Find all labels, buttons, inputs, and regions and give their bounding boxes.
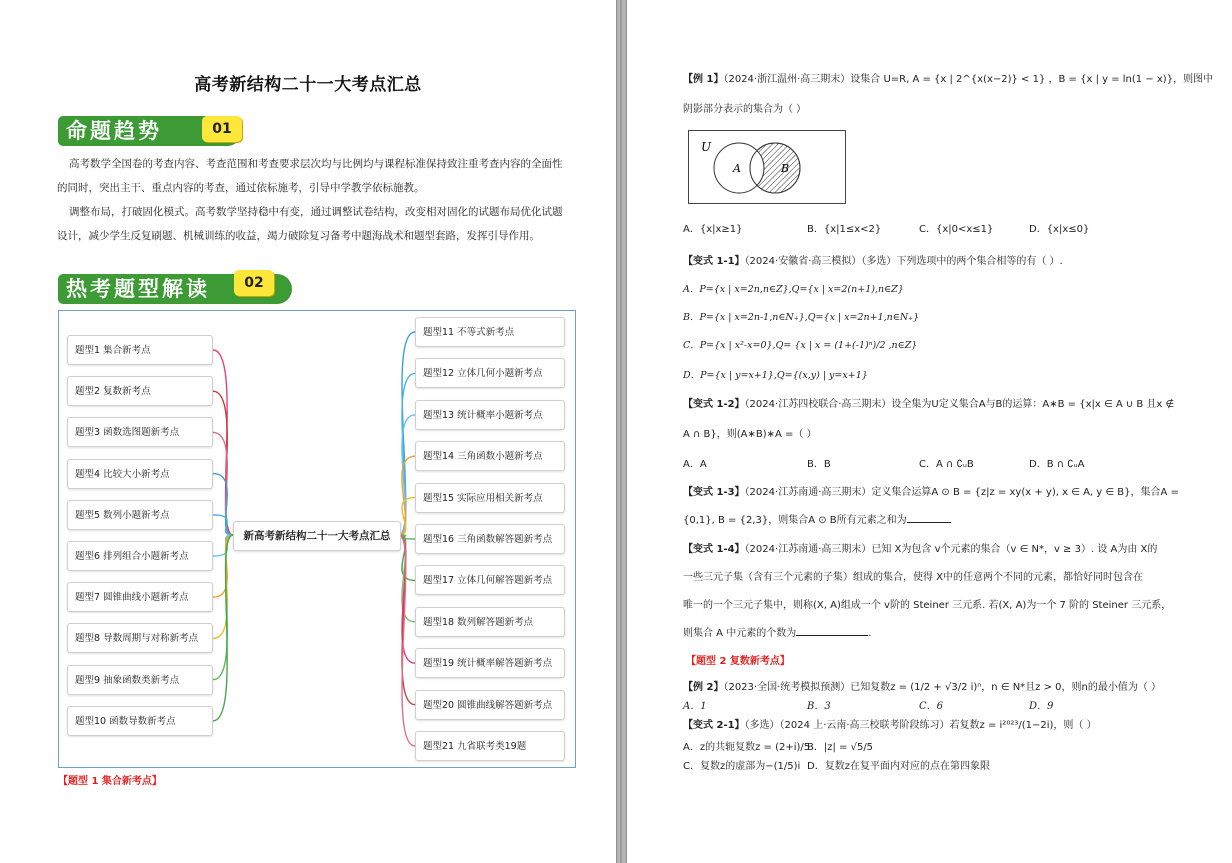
- option-b: B．B: [807, 459, 831, 470]
- mindmap-node-right: 题型21 九省联考类19题: [415, 731, 565, 761]
- variant-1-3-line-1: [683, 483, 1193, 498]
- variant-1-1-option-b: B．P={x | x=2n-1,n∈N₊},Q={x | x=2n+1,n∈N₊}: [683, 312, 920, 323]
- mindmap-connector: [399, 373, 415, 535]
- option-a: A．z的共轭复数z = (2+i)/5: [683, 742, 811, 753]
- mindmap-node-right: 题型13 统计概率小题新考点: [415, 400, 565, 430]
- example-1-options: [683, 220, 1193, 235]
- page-gutter: [620, 0, 622, 863]
- variant-2-1-line: [683, 716, 1193, 731]
- mindmap-connector: [399, 535, 415, 580]
- mindmap-connector: [399, 332, 415, 535]
- example-1-line-2: 阴影部分表示的集合为（ ）: [683, 104, 807, 115]
- variant-1-1-option-a: A．P={x | x=2n,n∈Z},Q={x | x=2(n+1),n∈Z}: [683, 284, 904, 295]
- mindmap-node-right: 题型17 立体几何解答题新考点: [415, 565, 565, 595]
- mindmap-node-right: 题型12 立体几何小题新考点: [415, 358, 565, 388]
- mindmap-node-left: 题型2 复数新考点: [67, 376, 213, 406]
- document-title: 高考新结构二十一大考点汇总: [194, 75, 422, 95]
- venn-label-b: B: [781, 162, 790, 175]
- mindmap-connector: [213, 432, 233, 535]
- venn-label-a: A: [733, 162, 741, 175]
- venn-diagram: [688, 130, 846, 204]
- option-b: B．|z| = √5/5: [807, 742, 874, 753]
- banner-trend: [58, 112, 244, 148]
- variant-1-4-lead: 【变式 1-4】: [683, 544, 745, 555]
- variant-1-2-line-1: [683, 395, 1193, 410]
- mindmap-connector: [213, 474, 233, 535]
- example-2-options: [683, 697, 1193, 712]
- example-1-lead: 【例 1】: [683, 74, 724, 85]
- variant-1-4-line-4: 则集合 A 中元素的个数为 .: [683, 624, 1193, 639]
- paragraph-2-text: 调整布局，打破固化模式。高考数学坚持稳中有变，通过调整试卷结构，改变相对固化的试题布局优化试题设计，减少学生反复刷题、机械训练的收益，竭力破除复习备考中题海战术和题型套路，发挥引导作用。: [57, 206, 563, 242]
- option-b: B．3: [807, 701, 831, 712]
- mindmap-connector: [399, 498, 415, 535]
- option-a: A．1: [683, 701, 707, 712]
- variant-2-1-text: （多选）（2024 上·云南·高三校联考阶段练习）若复数z = i²⁰²³/(1−2i)，则（ ）: [744, 720, 1097, 731]
- section-heading-2: 【题型 2 复数新考点】: [686, 656, 790, 667]
- option-a: A．{x|x≥1}: [683, 224, 743, 235]
- variant-1-4-text: （2024·江苏南通·高三期末）已知 X为包含 v个元素的集合（v ∈ N*，v ≥ 3）. 设 A为由 X的: [744, 544, 1158, 555]
- venn-svg: [689, 131, 845, 203]
- mindmap-connector: [213, 535, 233, 556]
- venn-label-u: U: [701, 140, 712, 154]
- option-d: D．B ∩ ∁ᵤA: [1029, 459, 1085, 470]
- mindmap-connector: [399, 535, 415, 705]
- variant-1-3-text: （2024·江苏南通·高三期末）定义集合运算A ⊙ B = {z|z = xy(x + y), x ∈ A, y ∈ B}，集合A =: [744, 487, 1179, 498]
- variant-1-3-lead: 【变式 1-3】: [683, 487, 745, 498]
- answer-blank[interactable]: [796, 625, 868, 636]
- option-c: C．A ∩ ∁ᵤB: [919, 459, 974, 470]
- banner-label: 命题趋势: [58, 116, 242, 146]
- mindmap-node-left: 题型4 比较大小新考点: [67, 459, 213, 489]
- mindmap-node-right: 题型14 三角函数小题新考点: [415, 441, 565, 471]
- mindmap-node-right: 题型11 不等式新考点: [415, 317, 565, 347]
- mindmap-node-left: 题型5 数列小题新考点: [67, 500, 213, 530]
- variant-1-2-line-2: A ∩ B}，则(A∗B)∗A =（ ）: [683, 429, 817, 440]
- banner-label: 热考题型解读: [58, 274, 292, 304]
- variant-1-1-lead: 【变式 1-1】: [683, 256, 745, 267]
- mindmap-node-right: 题型19 统计概率解答题新考点: [415, 648, 565, 678]
- variant-1-3-line-2: [683, 511, 1193, 526]
- variant-1-2-options: [683, 455, 1193, 470]
- mindmap-node-left: 题型9 抽象函数类新考点: [67, 665, 213, 695]
- option-c: C．复数z的虚部为−(1/5)i: [683, 761, 801, 772]
- option-d: D．{x|x≤0}: [1029, 224, 1090, 235]
- mindmap-node-right: 题型20 圆锥曲线解答题新考点: [415, 690, 565, 720]
- mindmap-node-right: 题型18 数列解答题新考点: [415, 607, 565, 637]
- mindmap-connector: [213, 535, 233, 638]
- variant-1-4-text-4: 则集合 A 中元素的个数为: [683, 628, 797, 639]
- mindmap-connector: [213, 350, 233, 535]
- variant-1-1-text: （2024·安徽省·高三模拟）（多选）下列选项中的两个集合相等的有（ ）.: [744, 256, 1063, 267]
- mindmap-connector: [213, 535, 233, 597]
- example-2-lead: 【例 2】: [683, 682, 724, 693]
- variant-1-2-text: （2024·江苏四校联合·高三期末）设全集为U定义集合A与B的运算：A∗B = {x|x ∈ A ∪ B 且x ∉: [744, 399, 1175, 410]
- variant-1-1: [683, 252, 1193, 267]
- variant-2-1-lead: 【变式 2-1】: [683, 720, 745, 731]
- mindmap-connector: [399, 456, 415, 535]
- mindmap-node-right: 题型16 三角函数解答题新考点: [415, 524, 565, 554]
- example-1-line-1: [683, 70, 1214, 85]
- banner-number: 02: [234, 270, 274, 296]
- mindmap-node-right: 题型15 实际应用相关新考点: [415, 483, 565, 513]
- mindmap-connector: [213, 535, 233, 721]
- banner-hot-types: [58, 270, 294, 306]
- option-b: B．{x|1≤x<2}: [807, 224, 882, 235]
- mindmap-node-left: 题型7 圆锥曲线小题新考点: [67, 582, 213, 612]
- answer-blank[interactable]: [907, 512, 951, 523]
- paragraph-1-text: 高考数学全国卷的考查内容、考查范围和考查要求层次均与比例均与课程标准保持致注重考查内容的全面性的同时，突出主干、重点内容的考查，通过依标施考，引导中学教学依标施教。: [57, 158, 563, 194]
- variant-1-1-option-c: C．P={x | x²-x=0},Q= {x | x = (1+(-1)ⁿ)/2 ,n∈Z}: [683, 340, 918, 351]
- mindmap-connector: [213, 535, 233, 680]
- section-heading-1: 【题型 1 集合新考点】: [58, 776, 162, 787]
- example-1-text: （2024·浙江温州·高三期末）设集合 U=R, A = {x | 2^{x(x−2)} < 1} ，B = {x | y = ln(1 − x)}，则图中: [723, 74, 1214, 85]
- variant-1-4-line-1: [683, 540, 1193, 555]
- option-c: C．{x|0<x≤1}: [919, 224, 994, 235]
- paragraph-2: [57, 200, 569, 248]
- mindmap-node-left: 题型10 函数导数新考点: [67, 706, 213, 736]
- example-2-text: （2023·全国·统考模拟预测）已知复数z = (1/2 + √3/2 i)ⁿ，n ∈ N*且z > 0，则n的最小值为（ ）: [723, 682, 1162, 693]
- mindmap: [58, 310, 576, 768]
- mindmap-node-left: 题型1 集合新考点: [67, 335, 213, 365]
- variant-2-1-options-row-2: [683, 757, 1193, 772]
- mindmap-node-left: 题型8 导数周期与对称新考点: [67, 623, 213, 653]
- mindmap-node-left: 题型3 函数选图题新考点: [67, 417, 213, 447]
- variant-1-4-line-2: 一些三元子集（含有三个元素的子集）组成的集合，使得 X中的任意两个不同的元素，都恰好同时包含在: [683, 572, 1144, 583]
- variant-1-2-lead: 【变式 1-2】: [683, 399, 745, 410]
- example-2-line: [683, 678, 1193, 693]
- option-d: D．9: [1029, 701, 1054, 712]
- option-a: A．A: [683, 459, 707, 470]
- variant-1-3-text-2: {0,1}, B = {2,3}，则集合A ⊙ B所有元素之和为: [683, 515, 907, 526]
- variant-1-1-option-d: D．P={x | y=x+1},Q={(x,y) | y=x+1}: [683, 370, 868, 381]
- option-d: D．复数z在复平面内对应的点在第四象限: [807, 761, 990, 772]
- mindmap-center: 新高考新结构二十一大考点汇总: [233, 521, 401, 551]
- option-c: C．6: [919, 701, 944, 712]
- banner-number: 01: [202, 116, 242, 142]
- variant-1-4-line-3: 唯一的一个三元子集中，则称(X, A)组成一个 v阶的 Steiner 三元系. 若(X, A)为一个 7 阶的 Steiner 三元系，: [683, 600, 1172, 611]
- mindmap-node-left: 题型6 排列组合小题新考点: [67, 541, 213, 571]
- mindmap-connector: [213, 391, 233, 535]
- variant-2-1-options-row-1: [683, 738, 1193, 753]
- paragraph-1: [57, 152, 569, 200]
